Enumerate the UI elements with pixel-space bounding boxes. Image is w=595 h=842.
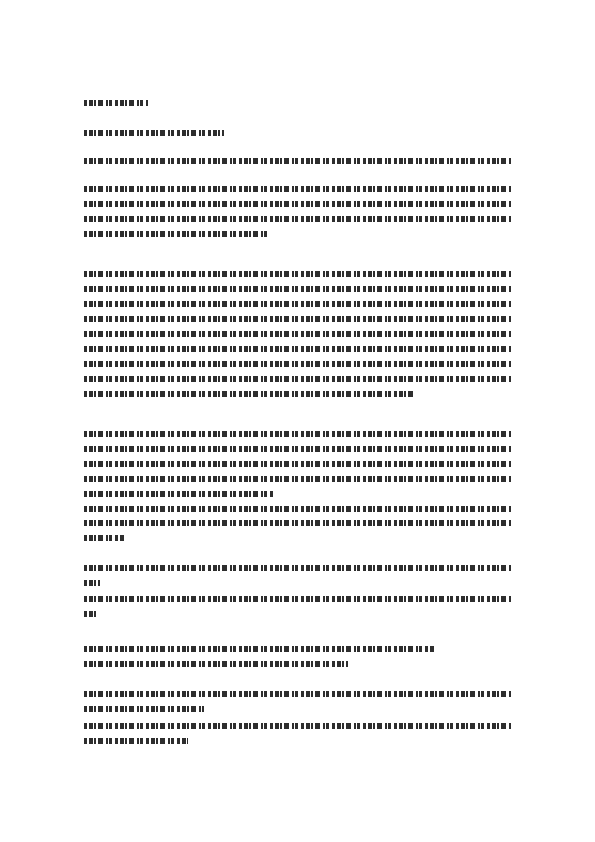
text-line xyxy=(84,361,512,367)
text-line xyxy=(84,535,124,541)
text-line xyxy=(84,130,224,136)
text-line xyxy=(84,231,268,237)
text-line xyxy=(84,431,512,437)
text-line xyxy=(84,186,512,192)
text-line xyxy=(84,331,512,337)
text-line xyxy=(84,596,512,602)
text-line xyxy=(84,491,274,497)
text-line xyxy=(84,271,512,277)
text-line xyxy=(84,316,512,322)
text-line xyxy=(84,476,512,482)
text-line xyxy=(84,580,100,586)
text-line xyxy=(84,301,512,307)
text-line xyxy=(84,723,512,729)
text-line xyxy=(84,100,148,106)
text-line xyxy=(84,506,512,512)
text-line xyxy=(84,611,98,617)
text-line xyxy=(84,201,512,207)
text-line xyxy=(84,691,512,697)
text-line xyxy=(84,706,204,712)
text-line xyxy=(84,158,512,164)
text-line xyxy=(84,346,512,352)
text-line xyxy=(84,520,512,526)
text-line xyxy=(84,461,512,467)
text-line xyxy=(84,661,348,667)
text-line xyxy=(84,391,414,397)
text-line xyxy=(84,738,188,744)
text-line xyxy=(84,646,434,652)
text-line xyxy=(84,565,512,571)
text-line xyxy=(84,446,512,452)
text-line xyxy=(84,216,512,222)
text-line xyxy=(84,376,512,382)
text-line xyxy=(84,286,512,292)
